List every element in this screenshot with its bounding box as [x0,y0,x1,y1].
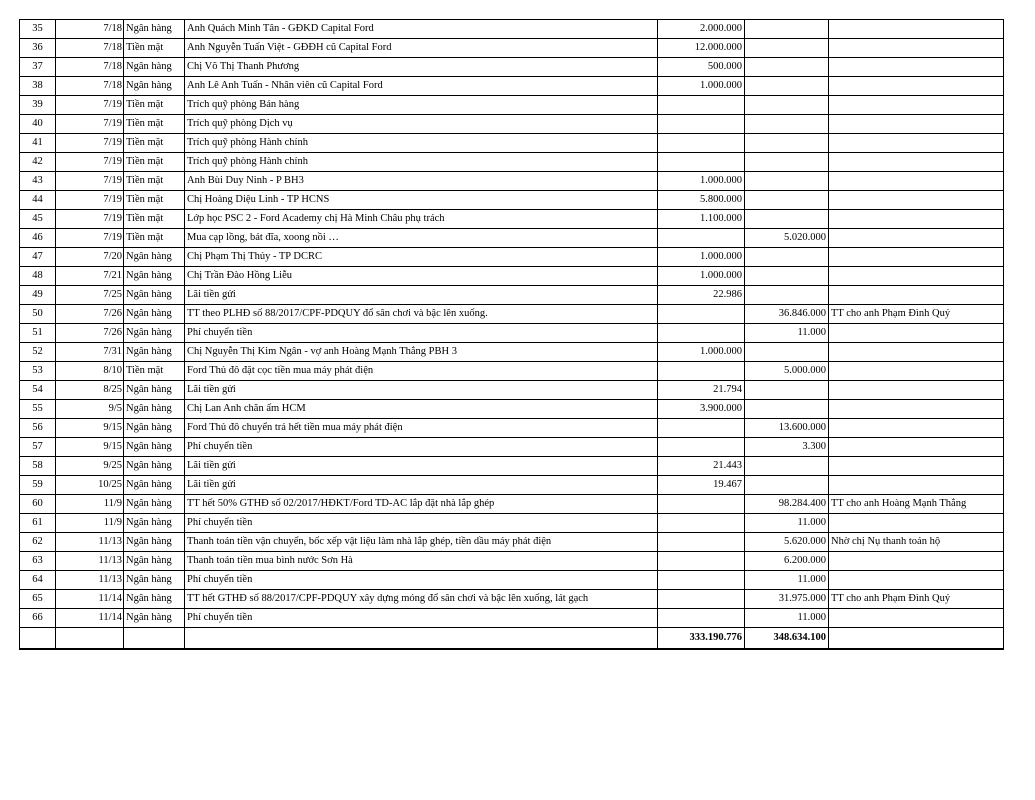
row-note [829,248,1004,267]
row-date: 9/15 [56,419,124,438]
row-expense [745,96,829,115]
row-number: 43 [20,172,56,191]
row-source: Tiền mặt [124,39,185,58]
row-number: 37 [20,58,56,77]
row-description: Lớp học PSC 2 - Ford Academy chị Hà Minh Châu phụ trách [185,210,658,229]
row-income: 2.000.000 [658,20,745,39]
table-row [20,324,1004,343]
row-note [829,343,1004,362]
row-description: Trích quỹ phòng Hành chính [185,153,658,172]
table-row [20,172,1004,191]
row-date: 7/18 [56,20,124,39]
row-date: 11/14 [56,590,124,609]
row-note: TT cho anh Phạm Đình Quý [829,590,1004,609]
row-note [829,514,1004,533]
row-source: Tiền mặt [124,229,185,248]
row-description: Ford Thủ đô đặt cọc tiền mua máy phát điện [185,362,658,381]
row-source: Tiền mặt [124,172,185,191]
row-number: 65 [20,590,56,609]
row-source: Ngân hàng [124,476,185,495]
row-income: 22.986 [658,286,745,305]
row-expense: 11.000 [745,571,829,590]
row-note [829,609,1004,628]
row-note [829,77,1004,96]
row-number: 36 [20,39,56,58]
row-number: 41 [20,134,56,153]
row-source: Ngân hàng [124,457,185,476]
row-expense: 6.200.000 [745,552,829,571]
row-description: Thanh toán tiền mua bình nước Sơn Hà [185,552,658,571]
row-source: Ngân hàng [124,324,185,343]
row-expense: 5.020.000 [745,229,829,248]
row-number: 63 [20,552,56,571]
row-expense: 3.300 [745,438,829,457]
table-row [20,191,1004,210]
row-expense: 5.620.000 [745,533,829,552]
row-income [658,419,745,438]
row-note [829,20,1004,39]
row-expense [745,58,829,77]
row-source: Ngân hàng [124,419,185,438]
row-description: Phí chuyển tiền [185,324,658,343]
row-expense [745,191,829,210]
row-description: Anh Nguyễn Tuấn Việt - GĐĐH cũ Capital Ford [185,39,658,58]
row-income: 5.800.000 [658,191,745,210]
row-income [658,134,745,153]
row-note [829,153,1004,172]
row-description: Thanh toán tiền vận chuyển, bốc xếp vật liệu làm nhà lắp ghép, tiền dầu máy phát điện [185,533,658,552]
row-income: 1.000.000 [658,343,745,362]
total-income: 333.190.776 [658,628,745,649]
row-number: 38 [20,77,56,96]
table-row [20,552,1004,571]
row-description: TT hết 50% GTHĐ số 02/2017/HĐKT/Ford TD-AC lắp đặt nhà lắp ghép [185,495,658,514]
row-description: Phí chuyển tiền [185,571,658,590]
table-row [20,267,1004,286]
totals-note-cell [829,628,1004,649]
row-number: 54 [20,381,56,400]
row-income: 1.000.000 [658,77,745,96]
table-row [20,476,1004,495]
row-source: Tiền mặt [124,134,185,153]
row-income: 1.000.000 [658,267,745,286]
table-row [20,533,1004,552]
row-date: 10/25 [56,476,124,495]
row-income [658,495,745,514]
row-date: 11/13 [56,552,124,571]
row-number: 50 [20,305,56,324]
row-source: Ngân hàng [124,248,185,267]
row-description: Trích quỹ phòng Bán hàng [185,96,658,115]
row-note [829,286,1004,305]
row-date: 11/13 [56,533,124,552]
row-expense [745,248,829,267]
row-description: Chị Phạm Thị Thủy - TP DCRC [185,248,658,267]
table-row [20,438,1004,457]
table-row [20,305,1004,324]
row-income [658,96,745,115]
row-source: Ngân hàng [124,609,185,628]
row-note [829,324,1004,343]
row-number: 44 [20,191,56,210]
row-income [658,609,745,628]
row-source: Ngân hàng [124,77,185,96]
row-income [658,571,745,590]
row-expense [745,172,829,191]
table-row [20,400,1004,419]
table-row [20,39,1004,58]
row-date: 7/20 [56,248,124,267]
table-row [20,381,1004,400]
row-number: 48 [20,267,56,286]
row-expense: 36.846.000 [745,305,829,324]
row-income [658,229,745,248]
row-source: Ngân hàng [124,267,185,286]
row-note [829,210,1004,229]
row-income: 19.467 [658,476,745,495]
row-description: Lãi tiền gửi [185,476,658,495]
row-source: Ngân hàng [124,495,185,514]
table-row [20,20,1004,39]
row-income: 21.443 [658,457,745,476]
row-expense [745,115,829,134]
row-expense [745,267,829,286]
table-row [20,229,1004,248]
row-expense [745,343,829,362]
total-expense: 348.634.100 [745,628,829,649]
row-date: 11/13 [56,571,124,590]
row-date: 7/26 [56,324,124,343]
row-income [658,153,745,172]
row-income [658,305,745,324]
row-description: Anh Lê Anh Tuấn - Nhân viên cũ Capital Ford [185,77,658,96]
row-note: TT cho anh Phạm Đình Quý [829,305,1004,324]
row-income: 1.000.000 [658,172,745,191]
row-date: 7/19 [56,172,124,191]
row-number: 64 [20,571,56,590]
row-income: 12.000.000 [658,39,745,58]
row-income: 1.000.000 [658,248,745,267]
row-expense [745,400,829,419]
row-expense [745,20,829,39]
row-income [658,514,745,533]
row-number: 55 [20,400,56,419]
row-date: 7/18 [56,58,124,77]
row-note [829,400,1004,419]
table-row [20,514,1004,533]
row-date: 8/10 [56,362,124,381]
row-description: Chị Trần Đào Hồng Liễu [185,267,658,286]
table-row [20,571,1004,590]
row-income [658,115,745,134]
row-expense [745,286,829,305]
row-description: Anh Bùi Duy Ninh - P BH3 [185,172,658,191]
row-expense [745,153,829,172]
table-row [20,343,1004,362]
row-description: Anh Quách Minh Tân - GĐKD Capital Ford [185,20,658,39]
row-date: 8/25 [56,381,124,400]
row-expense [745,134,829,153]
totals-desc-cell [185,628,658,649]
table-row [20,153,1004,172]
row-number: 46 [20,229,56,248]
row-date: 7/19 [56,210,124,229]
row-source: Ngân hàng [124,552,185,571]
ledger-body [20,20,1004,649]
row-date: 7/31 [56,343,124,362]
row-description: Chị Hoàng Diệu Linh - TP HCNS [185,191,658,210]
row-number: 58 [20,457,56,476]
row-source: Tiền mặt [124,115,185,134]
row-note [829,191,1004,210]
row-source: Ngân hàng [124,343,185,362]
table-row [20,134,1004,153]
row-expense: 5.000.000 [745,362,829,381]
table-row [20,286,1004,305]
row-note [829,267,1004,286]
totals-source-cell [124,628,185,649]
row-number: 61 [20,514,56,533]
table-row [20,419,1004,438]
row-income [658,552,745,571]
row-date: 7/21 [56,267,124,286]
row-description: Lãi tiền gửi [185,286,658,305]
totals-date-cell [56,628,124,649]
row-note [829,438,1004,457]
row-number: 47 [20,248,56,267]
row-note: Nhờ chị Nụ thanh toán hộ [829,533,1004,552]
row-expense [745,77,829,96]
table-row [20,362,1004,381]
table-row [20,115,1004,134]
row-date: 11/9 [56,495,124,514]
row-date: 9/15 [56,438,124,457]
row-date: 7/25 [56,286,124,305]
table-row [20,96,1004,115]
row-income: 1.100.000 [658,210,745,229]
row-source: Ngân hàng [124,438,185,457]
row-number: 42 [20,153,56,172]
row-source: Tiền mặt [124,191,185,210]
row-expense: 11.000 [745,324,829,343]
row-date: 7/19 [56,229,124,248]
row-note [829,229,1004,248]
row-expense: 11.000 [745,609,829,628]
table-row [20,457,1004,476]
row-description: Lãi tiền gửi [185,457,658,476]
row-source: Tiền mặt [124,96,185,115]
row-expense [745,39,829,58]
table-row [20,210,1004,229]
row-income: 500.000 [658,58,745,77]
row-number: 60 [20,495,56,514]
row-expense [745,210,829,229]
row-note [829,362,1004,381]
row-income [658,438,745,457]
row-note [829,134,1004,153]
row-date: 7/18 [56,39,124,58]
row-expense [745,381,829,400]
row-number: 57 [20,438,56,457]
table-row [20,495,1004,514]
row-description: Lãi tiền gửi [185,381,658,400]
table-row [20,58,1004,77]
row-expense: 31.975.000 [745,590,829,609]
row-note [829,58,1004,77]
row-description: Chị Nguyễn Thị Kim Ngân - vợ anh Hoàng Mạnh Thắng PBH 3 [185,343,658,362]
row-expense [745,457,829,476]
row-number: 51 [20,324,56,343]
table-row [20,77,1004,96]
row-expense: 98.284.400 [745,495,829,514]
row-number: 52 [20,343,56,362]
row-income: 21.794 [658,381,745,400]
row-date: 7/18 [56,77,124,96]
row-source: Tiền mặt [124,210,185,229]
row-description: TT hết GTHĐ số 88/2017/CPF-PDQUY xây dựng móng đổ sân chơi và bậc lên xuống, lát gạch [185,590,658,609]
row-date: 11/14 [56,609,124,628]
row-note [829,381,1004,400]
row-note [829,552,1004,571]
row-source: Ngân hàng [124,533,185,552]
row-number: 39 [20,96,56,115]
totals-row [20,628,1004,649]
row-expense [745,476,829,495]
totals-no-cell [20,628,56,649]
row-description: Ford Thủ đô chuyển trả hết tiền mua máy phát điện [185,419,658,438]
row-number: 45 [20,210,56,229]
row-expense: 11.000 [745,514,829,533]
row-description: Trích quỹ phòng Hành chính [185,134,658,153]
row-expense: 13.600.000 [745,419,829,438]
row-date: 7/19 [56,134,124,153]
row-source: Tiền mặt [124,153,185,172]
row-number: 49 [20,286,56,305]
row-description: Phí chuyển tiền [185,514,658,533]
row-number: 59 [20,476,56,495]
row-source: Ngân hàng [124,571,185,590]
ledger-table [19,19,1004,650]
row-source: Ngân hàng [124,514,185,533]
row-number: 35 [20,20,56,39]
row-income [658,324,745,343]
row-note [829,96,1004,115]
row-income [658,590,745,609]
row-number: 66 [20,609,56,628]
row-note [829,571,1004,590]
row-number: 53 [20,362,56,381]
row-source: Ngân hàng [124,305,185,324]
row-source: Ngân hàng [124,58,185,77]
row-description: Phí chuyển tiền [185,438,658,457]
row-number: 62 [20,533,56,552]
row-description: Chị Lan Anh chăn ấm HCM [185,400,658,419]
row-note [829,172,1004,191]
row-date: 9/5 [56,400,124,419]
row-date: 7/19 [56,191,124,210]
row-income [658,533,745,552]
row-description: TT theo PLHĐ số 88/2017/CPF-PDQUY đổ sân chơi và bậc lên xuống. [185,305,658,324]
row-description: Trích quỹ phòng Dịch vụ [185,115,658,134]
row-date: 7/19 [56,96,124,115]
row-description: Phí chuyển tiền [185,609,658,628]
row-description: Chị Võ Thị Thanh Phương [185,58,658,77]
row-note [829,39,1004,58]
row-date: 9/25 [56,457,124,476]
row-date: 7/26 [56,305,124,324]
row-source: Ngân hàng [124,400,185,419]
row-note [829,457,1004,476]
row-date: 11/9 [56,514,124,533]
row-source: Ngân hàng [124,286,185,305]
row-date: 7/19 [56,115,124,134]
row-income: 3.900.000 [658,400,745,419]
row-income [658,362,745,381]
row-source: Ngân hàng [124,590,185,609]
table-row [20,248,1004,267]
row-date: 7/19 [56,153,124,172]
row-source: Ngân hàng [124,20,185,39]
row-source: Tiền mặt [124,362,185,381]
row-note [829,476,1004,495]
row-source: Ngân hàng [124,381,185,400]
row-number: 56 [20,419,56,438]
row-note [829,419,1004,438]
row-description: Mua cạp lồng, bát đĩa, xoong nồi … [185,229,658,248]
row-number: 40 [20,115,56,134]
table-row [20,590,1004,609]
row-note: TT cho anh Hoàng Mạnh Thắng [829,495,1004,514]
table-row [20,609,1004,628]
row-note [829,115,1004,134]
